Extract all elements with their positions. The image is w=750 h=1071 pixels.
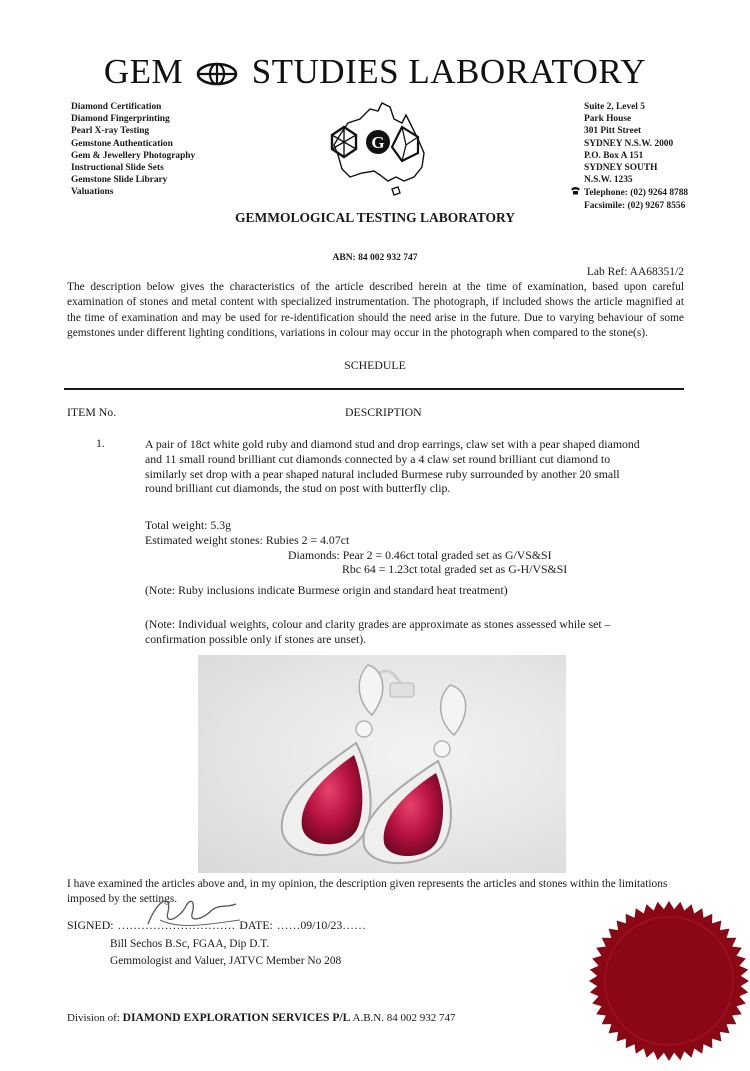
- address-line: Park House: [584, 114, 632, 125]
- signer-name: Bill Sechos B.Sc, FGAA, Dip D.T.: [110, 938, 270, 950]
- diamonds-rbc: Rbc 64 = 1.23ct total graded set as G-H/VS&SI: [342, 562, 568, 577]
- signed-date-line: SIGNED: ………………………… DATE: ……09/10/23……: [67, 918, 366, 932]
- lab-title: [0, 52, 750, 95]
- division-company: DIAMOND EXPLORATION SERVICES P/L: [122, 1011, 351, 1024]
- lab-ref: Lab Ref: AA68351/2: [586, 266, 684, 278]
- address-block: [584, 101, 688, 212]
- description-text: A pair of 18ct white gold ruby and diamond stud and drop earrings, claw set with a pear shaped diamond and 11 small round brilliant cut diamonds connected by a 4 claw set round brilliant cut diamond to similarly set drop with a pear shaped natural included Burmese ruby surrounded by another 20 small round brilliant cut diamonds, the stud on post with butterfly clip.: [145, 437, 640, 496]
- address-line: N.S.W. 1235: [584, 175, 633, 186]
- handwritten-signature: [140, 890, 250, 940]
- note-ruby: (Note: Ruby inclusions indicate Burmese origin and standard heat treatment): [145, 583, 508, 597]
- address-line: 301 Pitt Street: [584, 126, 642, 137]
- division-abn: A.B.N. 84 002 932 747: [352, 1012, 456, 1024]
- services-list: [71, 101, 195, 199]
- diamonds-pear: Diamonds: Pear 2 = 0.46ct total graded set as G/VS&SI: [288, 547, 552, 562]
- service-item: Gemstone Slide Library: [71, 175, 168, 186]
- total-weight: Total weight: 5.3g: [145, 518, 231, 532]
- service-item: Pearl X-ray Testing: [71, 126, 150, 137]
- abn: ABN: 84 002 932 747: [332, 253, 418, 263]
- title-right: STUDIES LABORATORY: [251, 52, 647, 91]
- service-item: Diamond Fingerprinting: [71, 114, 170, 125]
- division-prefix: Division of:: [67, 1012, 120, 1024]
- schedule-heading: SCHEDULE: [344, 358, 406, 372]
- intro-paragraph: The description below gives the characteristics of the article described herein at the time of examination, based upon careful examination of stones and metal content with specialized instrumentation. The photograph, if included shows the article magnified at the time of examination and may be used for re-identification should the need arise in the future. Due to varying behaviour of some gemstones under different lighting conditions, variations in colour may occur in the photograph when compared to the stone(s).: [67, 281, 684, 340]
- red-seal-icon: [584, 896, 750, 1071]
- address-line: SYDNEY N.S.W. 2000: [584, 138, 674, 149]
- signer-block: [110, 936, 341, 969]
- examination-statement: I have examined the articles above and, in my opinion, the description given represents the articles and stones within the limitations imposed by the settings.: [67, 878, 668, 905]
- facsimile: Facsimile: (02) 9267 8556: [584, 200, 686, 211]
- divider: [64, 388, 684, 390]
- item-description: [145, 437, 645, 496]
- australia-emblem: [318, 97, 438, 199]
- estimated-weight: Estimated weight stones: Rubies 2 = 4.07ct: [145, 532, 350, 547]
- address-line: P.O. Box A 151: [584, 150, 644, 161]
- address-line: SYDNEY SOUTH: [584, 163, 658, 174]
- gem-logo-icon: [196, 55, 238, 95]
- address-line: Suite 2, Level 5: [584, 102, 645, 112]
- service-item: Instructional Slide Sets: [71, 163, 164, 174]
- service-item: Gemstone Authentication: [71, 138, 173, 149]
- subtitle: GEMMOLOGICAL TESTING LABORATORY: [234, 210, 516, 225]
- service-item: Valuations: [71, 187, 114, 198]
- note-individual: (Note: Individual weights, colour and clarity grades are approximate as stones assessed while set – confirmation possible only if stones are unset).: [145, 617, 611, 646]
- signer-role: Gemmologist and Valuer, JATVC Member No 208: [110, 954, 342, 967]
- svg-text:G: G: [371, 133, 385, 152]
- weights-block: [145, 518, 567, 577]
- telephone-icon: [570, 186, 581, 199]
- earrings-photo: [198, 655, 566, 873]
- title-left: GEM: [103, 52, 184, 91]
- item-number: 1.: [96, 436, 105, 450]
- service-item: Gem & Jewellery Photography: [71, 150, 196, 161]
- service-item: Diamond Certification: [71, 102, 162, 112]
- division-line: [67, 1011, 456, 1024]
- item-header: ITEM No.: [67, 405, 117, 419]
- telephone: Telephone: (02) 9264 8788: [584, 187, 689, 198]
- description-header: DESCRIPTION: [345, 405, 422, 419]
